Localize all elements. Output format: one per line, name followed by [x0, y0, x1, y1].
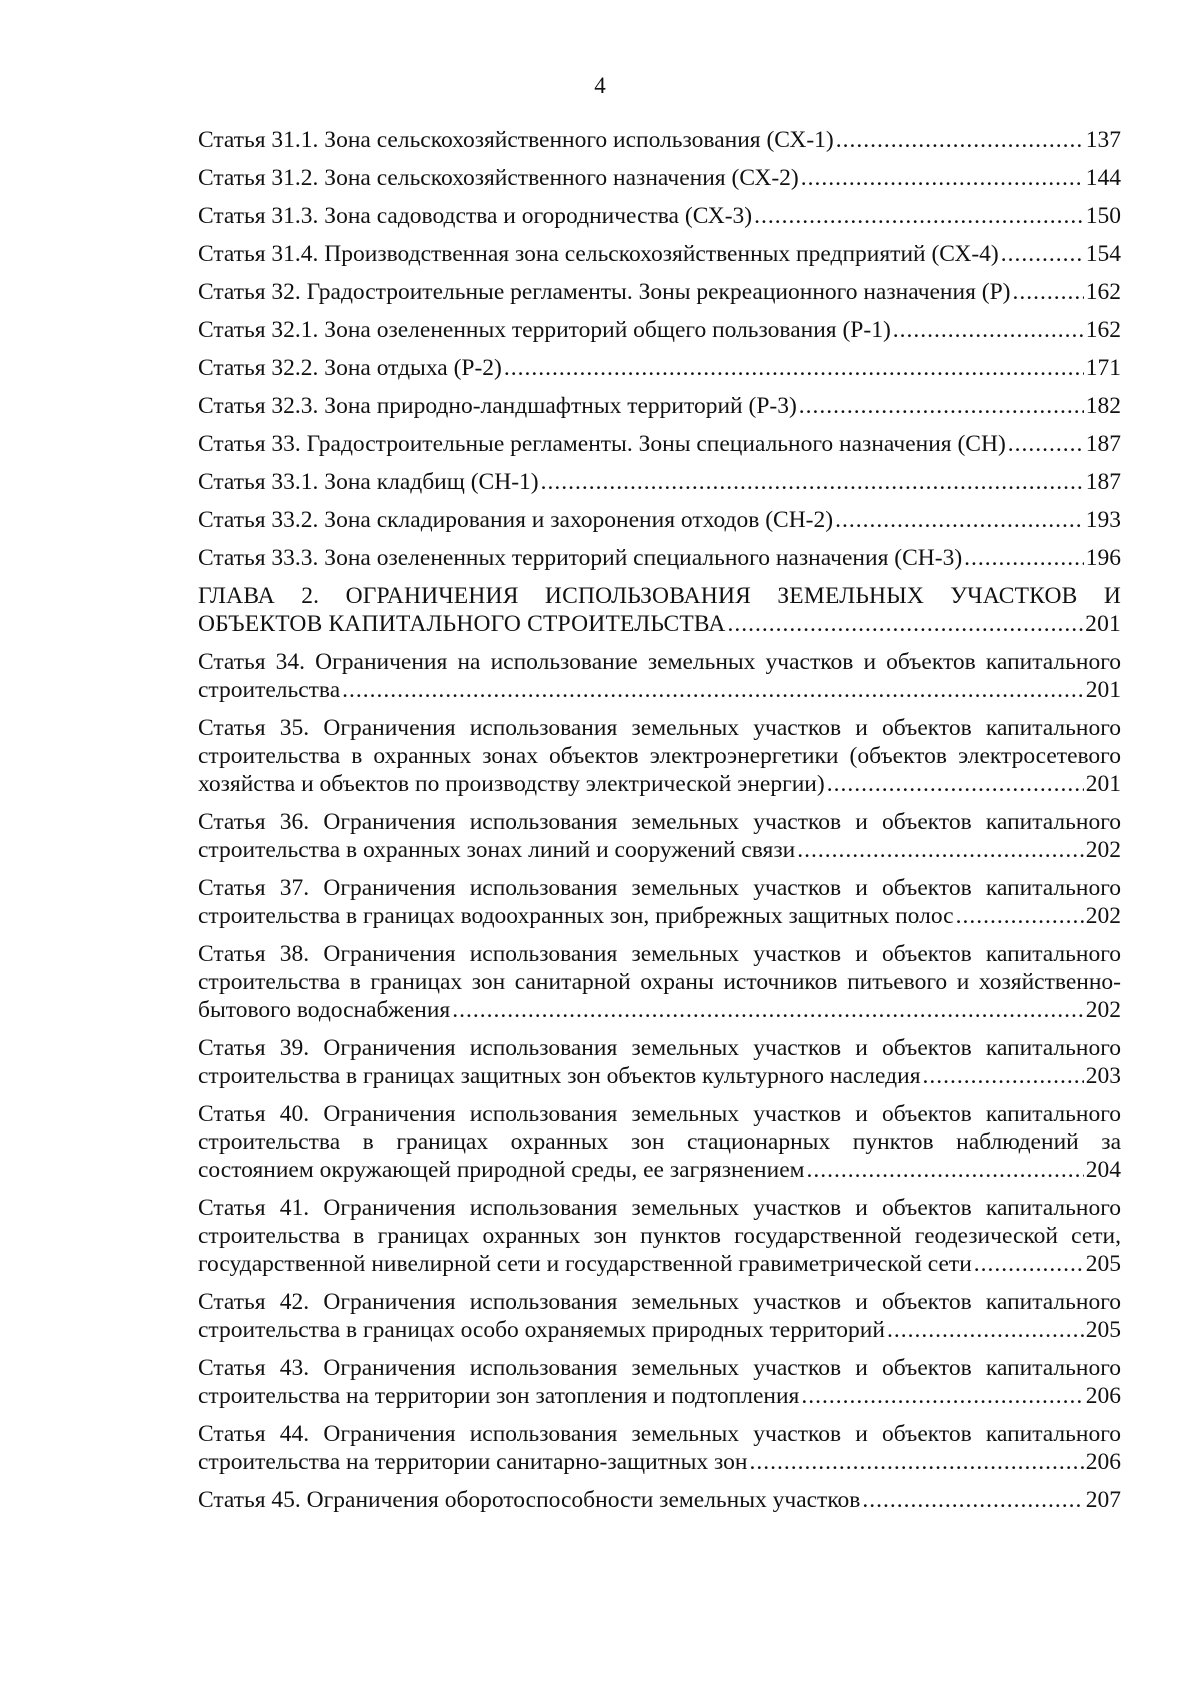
- toc-entry-line: Статья 44. Ограничения использования земельных участков и объектов капитального: [198, 1421, 1121, 1447]
- toc-dot-leader: [1013, 278, 1084, 306]
- toc-page-number: 154: [1085, 241, 1121, 267]
- toc-entry-line: строительства в границах охранных зон пунктов государственной геодезической сети,: [198, 1223, 1121, 1249]
- toc-entry[interactable]: [198, 940, 1121, 1024]
- toc-entry-line: Статья 37. Ограничения использования земельных участков и объектов капитального: [198, 875, 1121, 901]
- toc-entry-title: Статья 33.2. Зона складирования и захоронения отходов (СН-2): [198, 507, 834, 533]
- toc-entry-last-line: [198, 1316, 1121, 1344]
- toc-entry-last-line: [198, 1062, 1121, 1090]
- table-of-contents: [198, 126, 1121, 1524]
- toc-entry-last-line: [198, 770, 1121, 798]
- toc-dot-leader: [974, 1250, 1084, 1278]
- toc-entry-last-line: [198, 544, 1121, 572]
- toc-entry[interactable]: [198, 392, 1121, 430]
- toc-entry-last-line: [198, 1486, 1121, 1514]
- toc-entry-title: Статья 32. Градостроительные регламенты. Зоны рекреационного назначения (Р): [198, 279, 1011, 305]
- toc-page-number: 182: [1085, 393, 1121, 419]
- toc-dot-leader: [923, 1062, 1084, 1090]
- toc-page-number: 206: [1085, 1449, 1121, 1475]
- toc-entry-last-line: [198, 354, 1121, 382]
- toc-entry[interactable]: [198, 544, 1121, 582]
- toc-entry-title: состоянием окружающей природной среды, ее загрязнением: [198, 1157, 805, 1183]
- toc-entry-title: строительства в границах особо охраняемых природных территорий: [198, 1317, 885, 1343]
- toc-entry-last-line: [198, 1448, 1121, 1476]
- toc-entry-line: Статья 43. Ограничения использования земельных участков и объектов капитального: [198, 1355, 1121, 1381]
- toc-dot-leader: [956, 902, 1084, 930]
- toc-dot-leader: [807, 1156, 1084, 1184]
- toc-entry[interactable]: [198, 354, 1121, 392]
- toc-dot-leader: [1001, 240, 1084, 268]
- toc-entry-title: строительства на территории санитарно-защитных зон: [198, 1449, 748, 1475]
- toc-dot-leader: [342, 676, 1084, 704]
- toc-page-number: 204: [1085, 1157, 1121, 1183]
- toc-page-number: 201: [1085, 677, 1121, 703]
- toc-dot-leader: [862, 1486, 1083, 1514]
- toc-dot-leader: [835, 506, 1084, 534]
- toc-entry-title: Статья 31.3. Зона садоводства и огородничества (СХ-3): [198, 203, 753, 229]
- toc-page-number: 162: [1085, 317, 1121, 343]
- toc-entry-last-line: [198, 836, 1121, 864]
- toc-page-number: 203: [1085, 1063, 1121, 1089]
- toc-entry-last-line: [198, 1382, 1121, 1410]
- toc-entry-last-line: [198, 164, 1121, 192]
- toc-entry-title: строительства на территории зон затопления и подтопления: [198, 1383, 800, 1409]
- toc-entry-line: Статья 41. Ограничения использования земельных участков и объектов капитального: [198, 1195, 1121, 1221]
- toc-page-number: 201: [1085, 611, 1121, 637]
- toc-entry[interactable]: [198, 202, 1121, 240]
- toc-page-number: 207: [1085, 1487, 1121, 1513]
- toc-entry-last-line: [198, 240, 1121, 268]
- toc-page-number: 206: [1085, 1383, 1121, 1409]
- toc-entry[interactable]: [198, 1288, 1121, 1344]
- toc-entry-line: Статья 40. Ограничения использования земельных участков и объектов капитального: [198, 1101, 1121, 1127]
- toc-entry-title: ОБЪЕКТОВ КАПИТАЛЬНОГО СТРОИТЕЛЬСТВА: [198, 611, 726, 637]
- toc-page-number: 144: [1085, 165, 1121, 191]
- toc-entry[interactable]: [198, 874, 1121, 930]
- toc-entry-title: Статья 33.3. Зона озелененных территорий специального назначения (СН-3): [198, 545, 963, 571]
- toc-entry[interactable]: [198, 1034, 1121, 1090]
- toc-entry-title: Статья 33.1. Зона кладбищ (СН-1): [198, 469, 539, 495]
- toc-entry[interactable]: [198, 1420, 1121, 1476]
- toc-entry-title: Статья 33. Градостроительные регламенты. Зоны специального назначения (СН): [198, 431, 1006, 457]
- toc-entry-line: Статья 39. Ограничения использования земельных участков и объектов капитального: [198, 1035, 1121, 1061]
- toc-dot-leader: [893, 316, 1084, 344]
- toc-entry-line: строительства в границах охранных зон стационарных пунктов наблюдений за: [198, 1129, 1121, 1155]
- toc-entry[interactable]: [198, 316, 1121, 354]
- toc-dot-leader: [887, 1316, 1084, 1344]
- toc-chapter-entry[interactable]: [198, 582, 1121, 638]
- page-number: 4: [594, 73, 606, 98]
- toc-page-number: 150: [1085, 203, 1121, 229]
- toc-entry-title: строительства: [198, 677, 341, 703]
- toc-entry-title: Статья 45. Ограничения оборотоспособности земельных участков: [198, 1487, 861, 1513]
- toc-entry-title: государственной нивелирной сети и государственной гравиметрической сети: [198, 1251, 972, 1277]
- toc-entry-line: Статья 34. Ограничения на использование земельных участков и объектов капитального: [198, 649, 1121, 675]
- toc-page-number: 196: [1085, 545, 1121, 571]
- toc-entry[interactable]: [198, 648, 1121, 704]
- toc-entry-line: ГЛАВА 2. ОГРАНИЧЕНИЯ ИСПОЛЬЗОВАНИЯ ЗЕМЕЛЬНЫХ УЧАСТКОВ И: [198, 583, 1121, 609]
- toc-entry-last-line: [198, 610, 1121, 638]
- toc-dot-leader: [801, 164, 1084, 192]
- toc-entry-last-line: [198, 430, 1121, 458]
- toc-dot-leader: [836, 126, 1084, 154]
- toc-page-number: 205: [1085, 1251, 1121, 1277]
- toc-dot-leader: [827, 770, 1084, 798]
- toc-entry[interactable]: [198, 278, 1121, 316]
- toc-page-number: 202: [1085, 837, 1121, 863]
- toc-dot-leader: [749, 1448, 1083, 1476]
- toc-page-number: 171: [1085, 355, 1121, 381]
- toc-page-number: 202: [1085, 903, 1121, 929]
- toc-entry-title: Статья 31.2. Зона сельскохозяйственного назначения (СХ-2): [198, 165, 799, 191]
- toc-dot-leader: [754, 202, 1084, 230]
- toc-page-number: 205: [1085, 1317, 1121, 1343]
- toc-entry-title: Статья 32.1. Зона озелененных территорий общего пользования (Р-1): [198, 317, 891, 343]
- toc-dot-leader: [799, 392, 1084, 420]
- toc-page-number: 187: [1085, 469, 1121, 495]
- toc-entry[interactable]: [198, 506, 1121, 544]
- toc-entry-last-line: [198, 278, 1121, 306]
- toc-page-number: 162: [1085, 279, 1121, 305]
- toc-entry-last-line: [198, 1250, 1121, 1278]
- toc-entry[interactable]: [198, 430, 1121, 468]
- toc-page-number: 202: [1085, 997, 1121, 1023]
- toc-entry-last-line: [198, 316, 1121, 344]
- toc-entry[interactable]: [198, 1354, 1121, 1410]
- toc-entry-line: Статья 35. Ограничения использования земельных участков и объектов капитального: [198, 715, 1121, 741]
- toc-page-number: 201: [1085, 771, 1121, 797]
- toc-entry-title: Статья 32.2. Зона отдыха (Р-2): [198, 355, 502, 381]
- toc-entry-line: строительства в границах зон санитарной охраны источников питьевого и хозяйственно-: [198, 969, 1121, 995]
- toc-dot-leader: [504, 354, 1084, 382]
- toc-entry-title: Статья 31.4. Производственная зона сельскохозяйственных предприятий (СХ-4): [198, 241, 999, 267]
- toc-page-number: 137: [1085, 127, 1121, 153]
- toc-entry-last-line: [198, 126, 1121, 154]
- toc-entry-title: Статья 32.3. Зона природно-ландшафтных территорий (Р-3): [198, 393, 797, 419]
- toc-entry-last-line: [198, 506, 1121, 534]
- toc-entry-last-line: [198, 202, 1121, 230]
- toc-entry[interactable]: [198, 1100, 1121, 1184]
- toc-entry-last-line: [198, 996, 1121, 1024]
- toc-entry-last-line: [198, 1156, 1121, 1184]
- toc-entry[interactable]: [198, 1486, 1121, 1524]
- toc-entry[interactable]: [198, 126, 1121, 164]
- toc-entry-line: Статья 42. Ограничения использования земельных участков и объектов капитального: [198, 1289, 1121, 1315]
- toc-entry-line: Статья 36. Ограничения использования земельных участков и объектов капитального: [198, 809, 1121, 835]
- toc-entry-title: хозяйства и объектов по производству электрической энергии): [198, 771, 825, 797]
- toc-entry[interactable]: [198, 714, 1121, 798]
- toc-entry-last-line: [198, 676, 1121, 704]
- toc-dot-leader: [801, 1382, 1083, 1410]
- toc-entry-title: бытового водоснабжения: [198, 997, 451, 1023]
- toc-entry-last-line: [198, 902, 1121, 930]
- toc-entry-title: строительства в границах защитных зон объектов культурного наследия: [198, 1063, 921, 1089]
- toc-page-number: 187: [1085, 431, 1121, 457]
- toc-entry-line: строительства в охранных зонах объектов электроэнергетики (объектов электросетевого: [198, 743, 1121, 769]
- toc-page-number: 193: [1085, 507, 1121, 533]
- toc-entry-last-line: [198, 468, 1121, 496]
- toc-entry-last-line: [198, 392, 1121, 420]
- toc-dot-leader: [541, 468, 1084, 496]
- toc-dot-leader: [452, 996, 1084, 1024]
- toc-entry[interactable]: [198, 164, 1121, 202]
- toc-dot-leader: [728, 610, 1084, 638]
- toc-entry-line: Статья 38. Ограничения использования земельных участков и объектов капитального: [198, 941, 1121, 967]
- toc-entry-title: Статья 31.1. Зона сельскохозяйственного использования (СХ-1): [198, 127, 834, 153]
- toc-dot-leader: [797, 836, 1084, 864]
- toc-entry[interactable]: [198, 240, 1121, 278]
- toc-entry[interactable]: [198, 1194, 1121, 1278]
- toc-entry-title: строительства в границах водоохранных зон, прибрежных защитных полос: [198, 903, 954, 929]
- toc-entry[interactable]: [198, 808, 1121, 864]
- toc-dot-leader: [964, 544, 1084, 572]
- toc-entry-title: строительства в охранных зонах линий и сооружений связи: [198, 837, 796, 863]
- toc-dot-leader: [1008, 430, 1084, 458]
- toc-entry[interactable]: [198, 468, 1121, 506]
